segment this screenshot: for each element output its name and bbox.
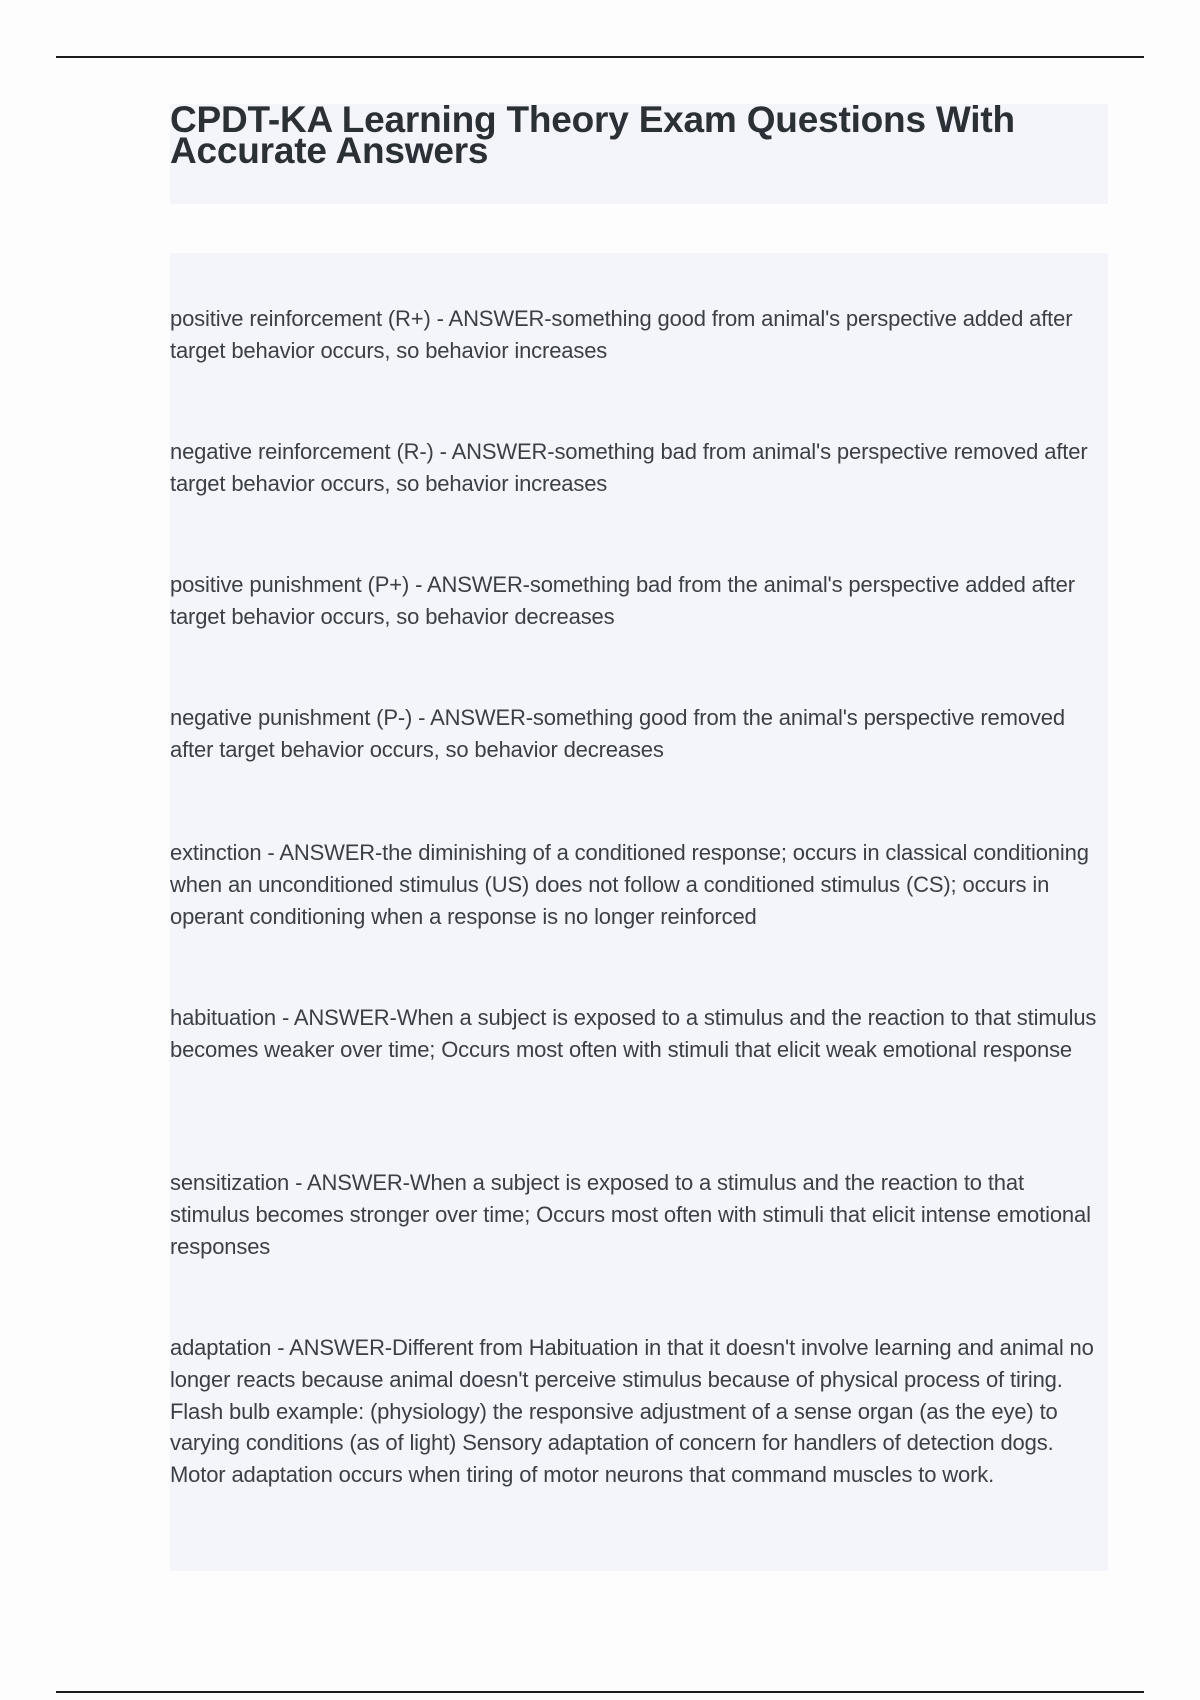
page-title-line-2: Accurate Answers bbox=[170, 130, 489, 171]
page-title bbox=[170, 99, 1108, 171]
qa-entry-positive-punishment: positive punishment (P+) - ANSWER-something bad from the animal's perspective added after target behavior occurs, so behavior decreases bbox=[170, 572, 1075, 629]
top-rule bbox=[56, 56, 1144, 58]
qa-entry-negative-reinforcement: negative reinforcement (R-) - ANSWER-something bad from animal's perspective removed after target behavior occurs, so behavior increases bbox=[170, 439, 1088, 496]
qa-entry-positive-reinforcement: positive reinforcement (R+) - ANSWER-something good from animal's perspective added after target behavior occurs, so behavior increases bbox=[170, 306, 1073, 363]
page-title-line-1: CPDT-KA Learning Theory Exam Questions With bbox=[170, 99, 1015, 140]
qa-list bbox=[170, 253, 1108, 1571]
qa-entry-habituation: habituation - ANSWER-When a subject is exposed to a stimulus and the reaction to that stimulus becomes weaker over time; Occurs most often with stimuli that elicit weak emotional response bbox=[170, 1005, 1097, 1062]
qa-entry-extinction: extinction - ANSWER-the diminishing of a conditioned response; occurs in classical conditioning when an unconditioned stimulus (US) does not follow a conditioned stimulus (CS); occurs in operant conditioning when a response is no longer reinforced bbox=[170, 840, 1089, 929]
qa-entry-negative-punishment: negative punishment (P-) - ANSWER-something good from the animal's perspective removed after target behavior occurs, so behavior decreases bbox=[170, 705, 1065, 762]
bottom-rule bbox=[56, 1691, 1144, 1693]
qa-entry-adaptation: adaptation - ANSWER-Different from Habituation in that it doesn't involve learning and animal no longer reacts because animal doesn't perceive stimulus because of physical process of tiring. Flash bulb example: (physiology) the responsive adjustment of a sense organ (as the eye) to varying conditions (as of light) Sensory adaptation of concern for handlers of detection dogs. Motor adaptation occurs when tiring of motor neurons that command muscles to work. bbox=[170, 1335, 1094, 1488]
qa-entry-sensitization: sensitization - ANSWER-When a subject is exposed to a stimulus and the reaction to that stimulus becomes stronger over time; Occurs most often with stimuli that elicit intense emotional responses bbox=[170, 1170, 1091, 1259]
title-block bbox=[170, 99, 1108, 204]
